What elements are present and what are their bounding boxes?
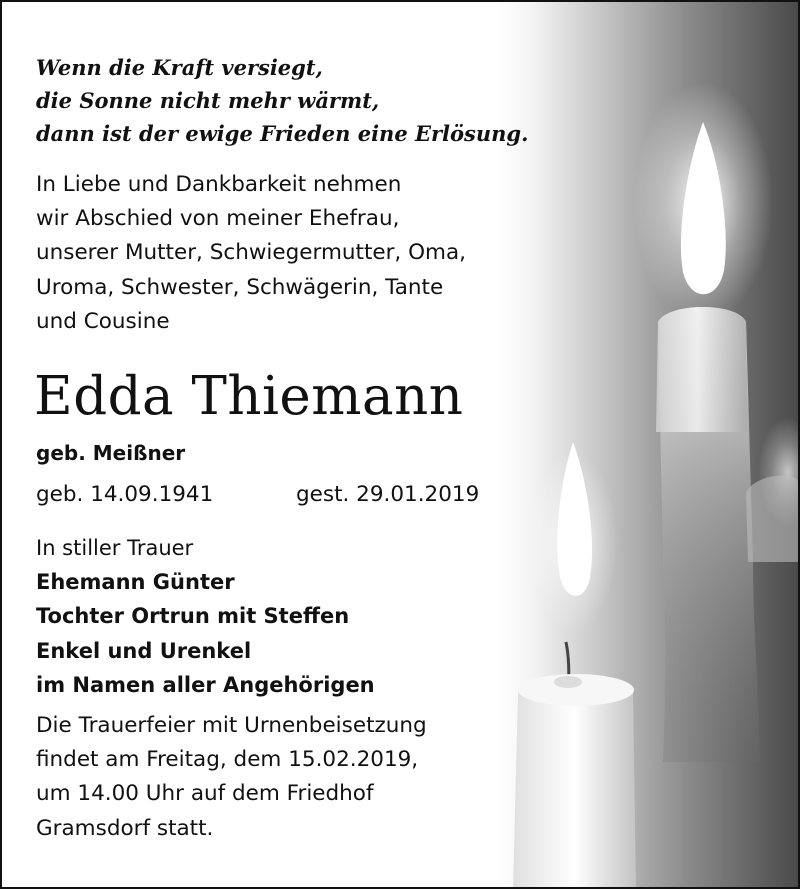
intro-text [36,168,466,339]
maiden-name: geb. Meißner [36,441,186,465]
candles-icon [498,2,798,887]
funeral-details [36,709,427,846]
birth-date: geb. 14.09.1941 [36,482,214,507]
mourner-name: im Namen aller Angehörigen [36,672,375,697]
intro-line: In Liebe und Dankbarkeit nehmen [36,172,402,197]
intro-line: wir Abschied von meiner Ehefrau, [36,206,400,232]
deceased-name: Edda Thiemann [34,366,464,427]
intro-line: und Cousine [36,308,170,334]
funeral-line: findet am Freitag, dem 15.02.2019, [36,747,419,773]
mourner-name: Enkel und Urenkel [36,638,252,663]
funeral-line: um 14.00 Uhr auf dem Friedhof [36,781,374,807]
motto-line: dann ist der ewige Frieden eine Erlösung. [36,121,529,146]
funeral-line: Gramsdorf statt. [36,815,214,841]
mourner-name: Ehemann Günter [36,570,235,595]
mourners-block [36,531,375,702]
motto-line: die Sonne nicht mehr wärmt, [36,88,380,113]
motto-line: Wenn die Kraft versiegt, [36,55,323,80]
mourner-name: Tochter Ortrun mit Steffen [36,604,350,629]
mourning-lead: In stiller Trauer [36,536,194,560]
life-dates [36,480,480,510]
funeral-line: Die Trauerfeier mit Urnenbeisetzung [36,713,427,738]
motto-verse [36,51,528,150]
intro-line: unserer Mutter, Schwiegermutter, Oma, [36,240,466,266]
intro-line: Uroma, Schwester, Schwägerin, Tante [36,274,444,300]
death-date: gest. 29.01.2019 [296,482,480,507]
